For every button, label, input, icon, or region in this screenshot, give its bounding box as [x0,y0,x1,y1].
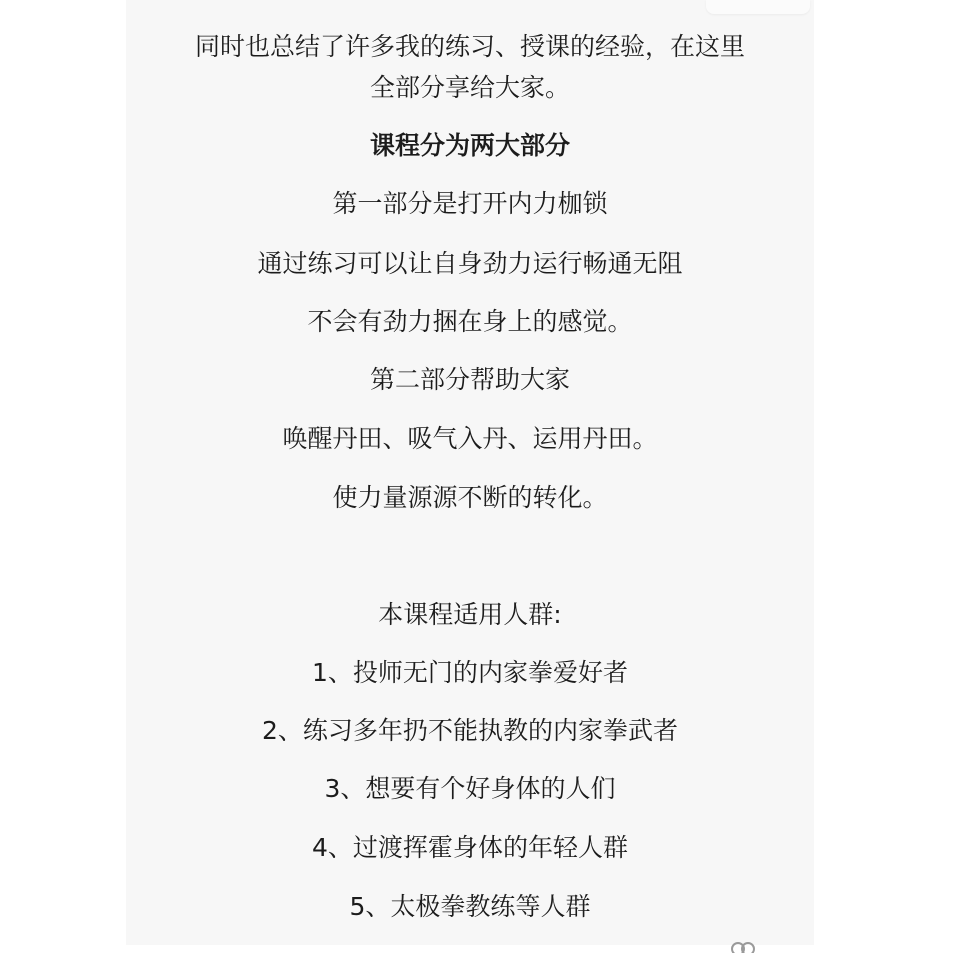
audience-item-2: 2、练习多年扔不能执教的内家拳武者 [262,716,678,745]
course-line-4: 第二部分帮助大家 [369,365,570,394]
audience-heading: 本课程适用人群: [378,600,562,629]
audience-item-1: 1、投师无门的内家拳爱好者 [312,658,628,687]
link-icon[interactable] [724,938,764,952]
course-line-5: 唤醒丹田、吸气入丹、运用丹田。 [282,424,658,453]
intro-line-1: 同时也总结了许多我的练习、授课的经验，在这里 [194,32,745,61]
audience-item-3: 3、想要有个好身体的人们 [324,774,616,803]
course-heading: 课程分为两大部分 [369,131,570,160]
course-line-6: 使力量源源不断的转化。 [332,483,608,512]
course-line-2: 通过练习可以让自身劲力运行畅通无阻 [257,249,683,278]
audience-item-4: 4、过渡挥霍身体的年轻人群 [312,833,628,862]
intro-line-2: 全部分享给大家。 [369,73,570,102]
course-line-1: 第一部分是打开内力枷锁 [332,189,608,218]
top-handle [706,0,810,14]
audience-item-5: 5、太极拳教练等人群 [349,892,591,921]
course-line-3: 不会有劲力捆在身上的感觉。 [307,307,633,336]
